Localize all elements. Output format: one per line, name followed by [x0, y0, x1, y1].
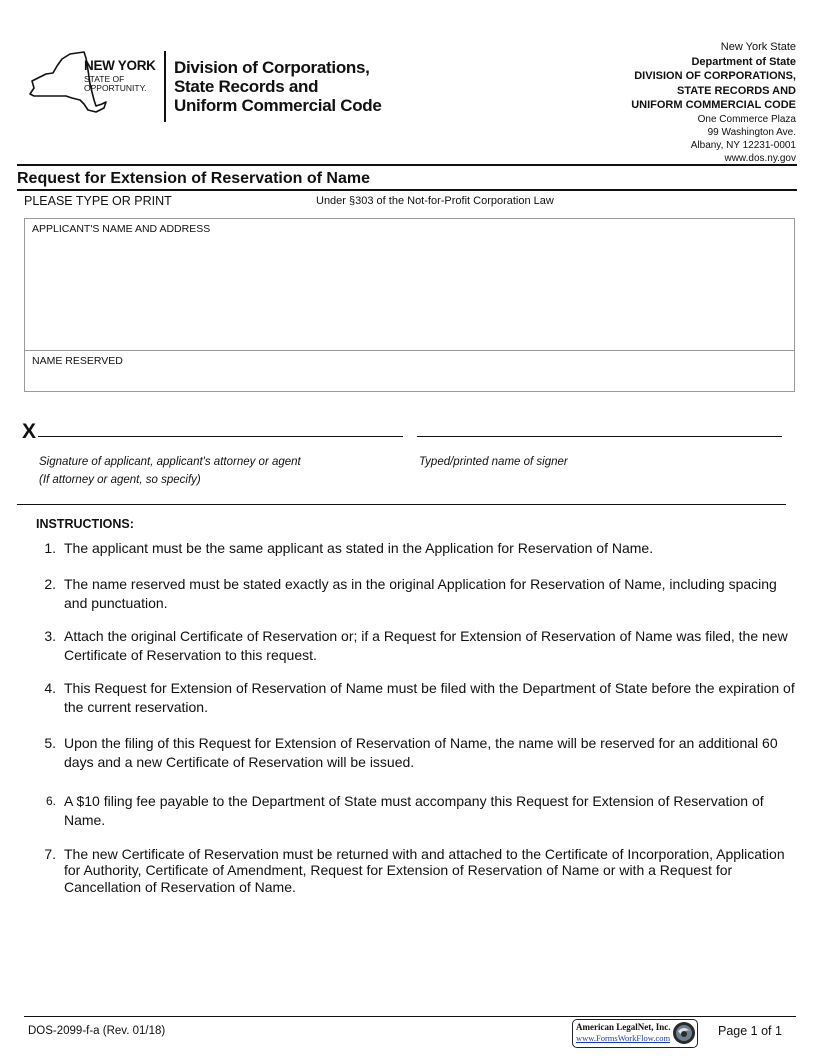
name-reserved-field[interactable]: [25, 368, 794, 391]
typed-name-line[interactable]: [417, 436, 782, 437]
form-title: Request for Extension of Reservation of Name: [17, 170, 370, 187]
department-address: [631, 40, 796, 165]
instruction-number: 3.: [44, 627, 56, 644]
instruction-item: [36, 575, 796, 614]
instruction-number: 4.: [44, 679, 56, 696]
address-line-1: One Commerce Plaza: [697, 113, 796, 125]
instruction-item: [36, 539, 796, 559]
statute-reference: Under §303 of the Not-for-Profit Corporation Law: [316, 195, 554, 207]
instruction-text: The name reserved must be stated exactly as in the original Application for Reservation of Name, including spacing and punctuation.: [64, 575, 777, 611]
instruction-number: 5.: [44, 734, 56, 751]
signature-caption-line-2: (If attorney or agent, so specify): [39, 474, 201, 486]
signature-caption-line-1: Signature of applicant, applicant's attorney or agent: [39, 456, 301, 468]
box-divider: [24, 350, 795, 351]
please-type-label: PLEASE TYPE OR PRINT: [24, 194, 172, 208]
instruction-number: 2.: [44, 575, 56, 592]
division-heading: [174, 58, 382, 115]
footer-rule: [24, 1016, 796, 1017]
address-department: Department of State: [691, 55, 796, 68]
applicant-name-address-label: APPLICANT'S NAME AND ADDRESS: [32, 223, 211, 235]
instruction-item: [36, 792, 796, 831]
logo-divider: [164, 51, 166, 122]
instruction-text: The new Certificate of Reservation must be returned with and attached to the Certificate of Incorporation, Application for Authority, Certificate of Amendment, Request for Extension of Reservation of Name or with a Request for Cancellation of Reservation of Name.: [64, 845, 785, 895]
signature-line[interactable]: [38, 436, 403, 437]
instructions-title: INSTRUCTIONS:: [36, 517, 134, 531]
instruction-number: 6.: [45, 793, 56, 808]
title-top-rule: [17, 164, 797, 166]
ny-state-wordmark: [84, 59, 156, 93]
division-line-3: Uniform Commercial Code: [174, 96, 382, 115]
signature-bottom-rule: [17, 504, 786, 505]
address-website[interactable]: www.dos.ny.gov: [724, 152, 796, 164]
ny-wordmark-sub1: STATE OF: [84, 73, 125, 84]
legalnet-badge-name: American LegalNet, Inc.: [576, 1022, 671, 1032]
address-division-2: STATE RECORDS AND: [677, 84, 796, 97]
instruction-item: [36, 846, 796, 896]
ny-wordmark-title: NEW YORK: [84, 58, 156, 73]
instruction-item: [36, 734, 796, 773]
address-division-1: DIVISION OF CORPORATIONS,: [634, 70, 796, 82]
address-line-3: Albany, NY 12231-0001: [690, 139, 796, 151]
address-state: New York State: [720, 41, 796, 53]
page-number: Page 1 of 1: [718, 1024, 782, 1038]
applicant-name-address-field[interactable]: [25, 238, 794, 349]
form-id: DOS-2099-f-a (Rev. 01/18): [28, 1025, 166, 1037]
name-reserved-label: NAME RESERVED: [32, 355, 123, 367]
instruction-text: This Request for Extension of Reservation of Name must be filed with the Department of State before the expiration of the current reservation.: [64, 679, 795, 715]
globe-icon: [672, 1021, 696, 1045]
address-division-3: UNIFORM COMMERCIAL CODE: [631, 99, 796, 111]
legalnet-badge-url[interactable]: www.FormsWorkFlow.com: [576, 1033, 671, 1043]
instruction-text: A $10 filing fee payable to the Department of State must accompany this Request for Extension of Reservation of Name.: [64, 792, 764, 828]
instruction-text: Upon the filing of this Request for Extension of Reservation of Name, the name will be reserved for an additional 60 days and a new Certificate of Reservation will be issued.: [64, 734, 778, 770]
instructions-list: [36, 539, 796, 895]
instruction-text: Attach the original Certificate of Reservation or; if a Request for Extension of Reservation of Name was filed, the new Certificate of Reservation to this request.: [64, 627, 788, 663]
typed-name-caption: Typed/printed name of signer: [419, 456, 568, 468]
division-line-1: Division of Corporations,: [174, 58, 370, 77]
instruction-item: [36, 679, 796, 718]
instruction-number: 1.: [44, 540, 56, 556]
ny-wordmark-sub2: OPPORTUNITY.: [84, 82, 147, 93]
signature-x-mark: X: [22, 420, 37, 443]
signature-caption: [39, 453, 301, 489]
address-line-2: 99 Washington Ave.: [707, 126, 796, 138]
title-bottom-rule: [17, 189, 797, 191]
division-line-2: State Records and: [174, 77, 319, 96]
instruction-item: [36, 627, 796, 666]
instruction-number: 7.: [44, 845, 56, 862]
instruction-text: The applicant must be the same applicant as stated in the Application for Reservation of Name.: [64, 540, 654, 556]
